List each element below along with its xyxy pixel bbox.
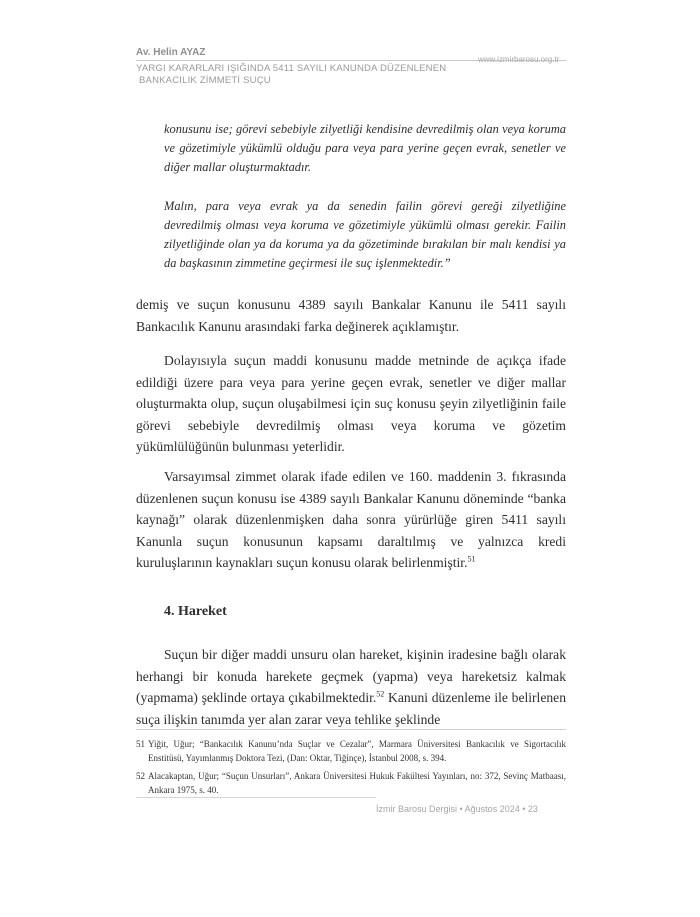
header-title-line2: BANKACILIK ZİMMETİ SUÇU (139, 75, 271, 86)
footnote-divider (136, 729, 566, 730)
header-author: Av. Helin AYAZ (136, 47, 206, 58)
body-paragraph-4-text-b: Kanuni düzenleme ile belirlenen suça ilişkin tanımda yer alan zarar veya tehlike şeklinde (136, 690, 566, 727)
footnote-ref-52[interactable]: 52 (376, 689, 385, 699)
header-rule-left (136, 60, 466, 61)
header-url: www.izmirbarosu.org.tr (478, 55, 560, 64)
quote-paragraph-2: Malın, para veya evrak ya da senedin failin görevi gereği zilyetliğine devredilmiş olması veya koruma ve gözetimiyle yükümlü olması gerekir. Failin zilyetliğinde olan ya da koruma ya da gözetiminde bırakılan bir malı kendisi ya da başkasının zimmetine geçirmesi ile suç işlenmektedir.” (164, 199, 566, 270)
footnote-text: Yiğit, Uğur; “Bankacılık Kanunu’nda Suçlar ve Cezalar”, Marmara Üniversitesi Bankacılık ve Sigortacılık Enstitüsü, Yayımlanmış Doktora Tezi, (Dan: Oktar, Tiğinçe), İstanbul 2008, s. 394. (148, 739, 566, 763)
header-title-line1: YARGI KARARLARI IŞIĞINDA 5411 SAYILI KANUNDA DÜZENLENEN (136, 63, 447, 74)
body-paragraph-4-text-a: Suçun bir diğer maddi unsuru olan hareket, kişinin iradesine bağlı olarak herhangi bir konuda harekete geçmek (yapma) veya hareketsiz kalmak (yapmama) şeklinde ortaya çıkabilmektedir. (136, 647, 566, 705)
footnote-number: 51 (136, 739, 145, 749)
page-footer: İzmir Barosu Dergisi • Ağustos 2024 • 23 (376, 804, 538, 814)
footnote-text: Alacakaptan, Uğur; “Suçun Unsurları”, Ankara Üniversitesi Hukuk Fakültesi Yayınları, no: 372, Sevinç Matbaası, Ankara 1975, s. 40. (148, 771, 566, 795)
footnote-51 (136, 737, 566, 765)
quote-paragraph-1: konusunu ise; görevi sebebiyle zilyetliği kendisine devredilmiş olan veya koruma ve gözetimiyle yükümlü olduğu para veya para yerine geçen evrak, senetler ve diğer mallar oluşturmaktadır. (164, 122, 566, 174)
footnote-number: 52 (136, 771, 145, 781)
section-heading: 4. Hareket (164, 604, 227, 619)
body-paragraph-3 (136, 466, 566, 574)
footnote-ref-51[interactable]: 51 (467, 554, 476, 564)
body-paragraph-4 (136, 644, 566, 730)
body-paragraph-1: demiş ve suçun konusunu 4389 sayılı Bankalar Kanunu ile 5411 sayılı Bankacılık Kanunu arasındaki farka değinerek açıklamıştır. (136, 297, 566, 334)
footer-rule (136, 797, 376, 798)
footnote-52 (136, 769, 566, 797)
body-paragraph-3-text: Varsayımsal zimmet olarak ifade edilen ve 160. maddenin 3. fıkrasında düzenlenen suçun konusu ise 4389 sayılı Bankalar Kanunu döneminde “banka kaynağı” olarak düzenlenmişken daha sonra yürürlüğe giren 5411 sayılı Kanunla suçun konusunun kapsamı daraltılmış ve yalnızca kredi kuruluşlarının kaynakları suçun konusu olarak belirlenmiştir. (136, 469, 566, 570)
body-paragraph-2: Dolayısıyla suçun maddi konusunu madde metninde de açıkça ifade edildiği üzere para veya para yerine geçen evrak, senetler ve diğer mallar oluşturmakta olup, suçun oluşabilmesi için suç konusu şeyin zilyetliğinin faile görevi sebebiyle devredilmiş olması veya koruma ve gözetim yükümlülüğünün bulunması yeterlidir. (136, 353, 566, 454)
